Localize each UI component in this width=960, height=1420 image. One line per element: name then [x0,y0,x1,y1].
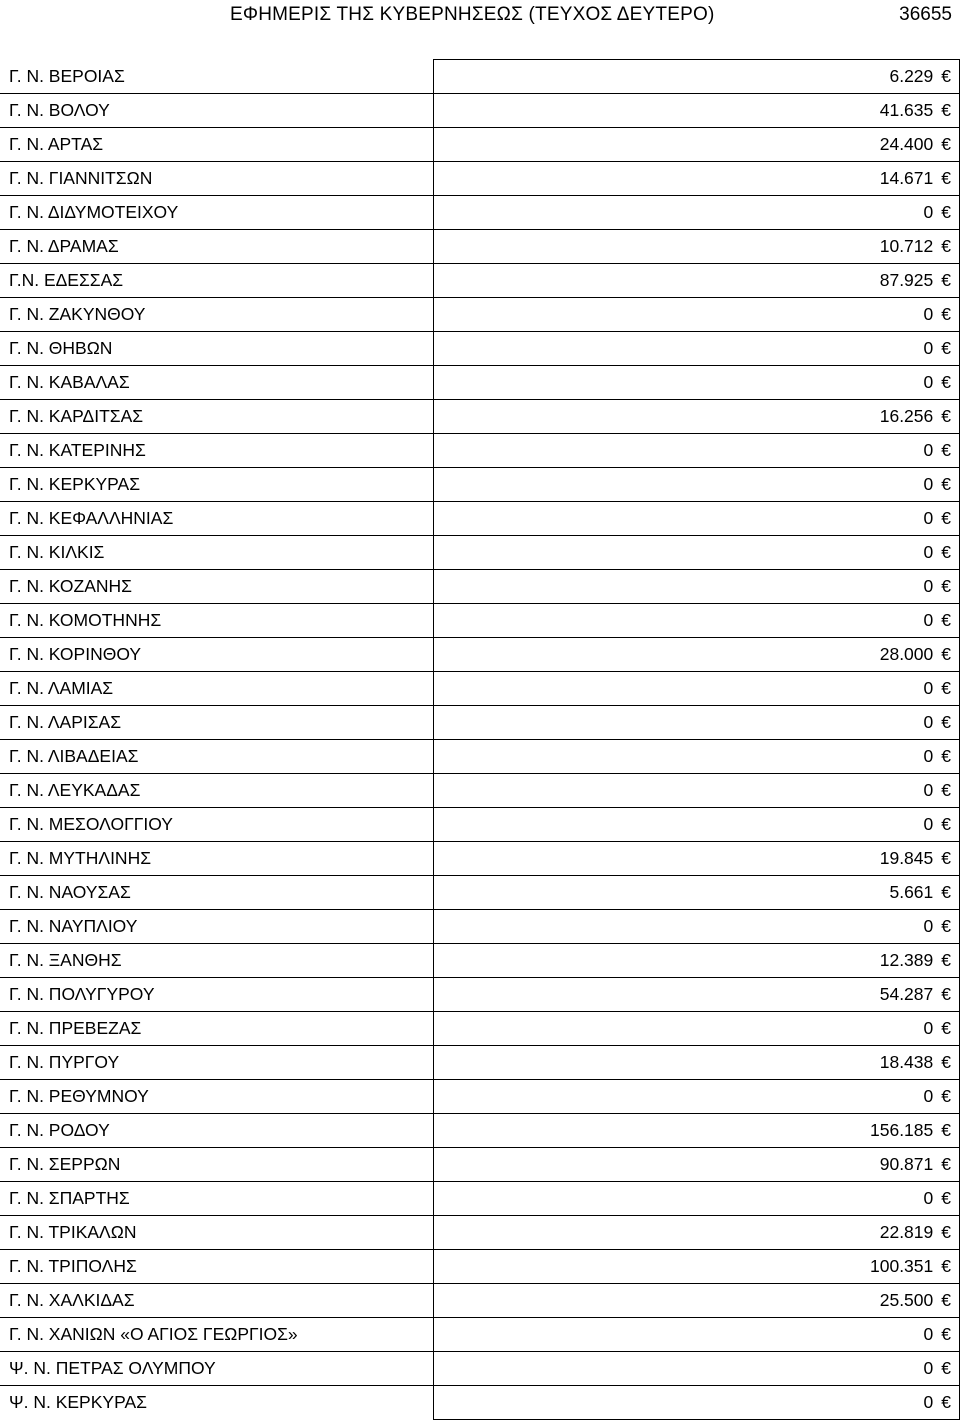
hospital-name: Γ. Ν. ΒΟΛΟΥ [0,94,434,128]
euro-symbol: € [941,270,951,290]
amount-cell [434,1080,960,1114]
amount-value: 10.712 [879,236,934,256]
amount-cell [434,672,960,706]
hospital-name: Γ. Ν. ΛΑΜΙΑΣ [0,672,434,706]
amount-cell [434,944,960,978]
amount-value: 0 [923,474,934,494]
amount-value: 0 [923,916,934,936]
amount-value: 14.671 [879,168,934,188]
gazette-title: ΕΦΗΜΕΡΙΣ ΤΗΣ ΚΥΒΕΡΝΗΣΕΩΣ (ΤΕΥΧΟΣ ΔΕΥΤΕΡΟ) [230,4,715,25]
amount-value: 22.819 [879,1222,934,1242]
amount-cell [434,638,960,672]
euro-symbol: € [941,780,951,800]
amount-cell [434,128,960,162]
table-row [0,774,960,808]
amount-cell [434,774,960,808]
amount-cell [434,264,960,298]
amount-cell [434,1386,960,1420]
table-row [0,468,960,502]
euro-symbol: € [941,712,951,732]
amount-cell [434,978,960,1012]
table-row [0,502,960,536]
table-row [0,128,960,162]
page-number: 36655 [899,4,952,25]
table-row [0,1386,960,1420]
table-row [0,672,960,706]
table-row [0,1046,960,1080]
euro-symbol: € [941,984,951,1004]
hospital-name: Γ. Ν. ΠΟΛΥΓΥΡΟΥ [0,978,434,1012]
euro-symbol: € [941,66,951,86]
hospital-name: Γ. Ν. ΝΑΟΥΣΑΣ [0,876,434,910]
euro-symbol: € [941,406,951,426]
hospital-name: Γ. Ν. ΚΕΡΚΥΡΑΣ [0,468,434,502]
amount-cell [434,60,960,94]
amount-cell [434,230,960,264]
table-row [0,944,960,978]
amount-cell [434,1284,960,1318]
table-row [0,434,960,468]
table-row [0,366,960,400]
euro-symbol: € [941,576,951,596]
hospital-name: Γ. Ν. ΜΕΣΟΛΟΓΓΙΟΥ [0,808,434,842]
amount-cell [434,1114,960,1148]
euro-symbol: € [941,202,951,222]
hospital-name: Ψ. Ν. ΠΕΤΡΑΣ ΟΛΥΜΠΟΥ [0,1352,434,1386]
amount-value: 0 [923,712,934,732]
amount-cell [434,808,960,842]
amount-cell [434,536,960,570]
hospital-name: Γ. Ν. ΔΙΔΥΜΟΤΕΙΧΟΥ [0,196,434,230]
hospital-name: Γ. Ν. ΚΑΒΑΛΑΣ [0,366,434,400]
table-row [0,1114,960,1148]
hospital-name: Γ. Ν. ΛΙΒΑΔΕΙΑΣ [0,740,434,774]
hospital-name: Γ. Ν. ΒΕΡΟΙΑΣ [9,65,125,86]
amount-value: 0 [923,542,934,562]
euro-symbol: € [941,1188,951,1208]
hospital-name: Γ. Ν. ΧΑΝΙΩΝ «Ο ΑΓΙΟΣ ΓΕΩΡΓΙΟΣ» [0,1318,434,1352]
amount-value: 87.925 [879,270,934,290]
table-row [0,298,960,332]
amount-value: 0 [923,304,934,324]
hospital-name: Γ. Ν. ΞΑΝΘΗΣ [0,944,434,978]
table-row [0,332,960,366]
euro-symbol: € [941,474,951,494]
hospital-name: Γ. Ν. ΚΟΡΙΝΘΟΥ [0,638,434,672]
hospital-name: Γ. Ν. ΚΑΤΕΡΙΝΗΣ [0,434,434,468]
amount-value: 0 [923,508,934,528]
table-row [0,400,960,434]
table-row [0,842,960,876]
table-row [0,1080,960,1114]
hospital-name: Γ. Ν. ΧΑΛΚΙΔΑΣ [0,1284,434,1318]
table-row [0,1318,960,1352]
hospital-name: Γ. Ν. ΡΟΔΟΥ [0,1114,434,1148]
table-row [0,740,960,774]
hospital-name: Γ. Ν. ΝΑΥΠΛΙΟΥ [0,910,434,944]
amount-cell [434,366,960,400]
amount-value: 19.845 [879,848,934,868]
table-row [0,604,960,638]
euro-symbol: € [941,542,951,562]
table-row [0,1012,960,1046]
amount-cell [434,570,960,604]
amount-cell [434,876,960,910]
amount-value: 0 [923,610,934,630]
table-row [0,536,960,570]
amount-cell [434,94,960,128]
table-row [0,706,960,740]
amount-value: 0 [923,746,934,766]
hospital-name: Γ. Ν. ΣΕΡΡΩΝ [0,1148,434,1182]
amount-cell [434,196,960,230]
amount-cell [434,1046,960,1080]
hospital-name: Γ. Ν. ΠΥΡΓΟΥ [0,1046,434,1080]
hospital-name: Γ. Ν. ΣΠΑΡΤΗΣ [0,1182,434,1216]
amount-value: 0 [923,1358,934,1378]
euro-symbol: € [941,1222,951,1242]
hospital-name: Γ. Ν. ΖΑΚΥΝΘΟΥ [0,298,434,332]
amount-cell [434,1012,960,1046]
amount-cell [434,162,960,196]
hospital-name: Γ. Ν. ΚΑΡΔΙΤΣΑΣ [0,400,434,434]
amount-cell [434,1148,960,1182]
hospital-name: Γ. Ν. ΑΡΤΑΣ [0,128,434,162]
hospital-name: Γ. Ν. ΚΙΛΚΙΣ [0,536,434,570]
amount-value: 90.871 [879,1154,934,1174]
euro-symbol: € [941,236,951,256]
amount-value: 24.400 [879,134,934,154]
euro-symbol: € [941,882,951,902]
euro-symbol: € [941,644,951,664]
amount-value: 18.438 [879,1052,934,1072]
euro-symbol: € [941,372,951,392]
amount-value: 0 [923,1018,934,1038]
amount-cell [434,910,960,944]
table-row [0,264,960,298]
hospital-name: Γ. Ν. ΚΟΖΑΝΗΣ [0,570,434,604]
amount-value: 0 [923,678,934,698]
hospital-name: Γ. Ν. ΠΡΕΒΕΖΑΣ [0,1012,434,1046]
amount-cell [434,842,960,876]
amount-value: 0 [923,576,934,596]
table-row [0,876,960,910]
table-row [0,1352,960,1386]
hospital-name: Γ. Ν. ΜΥΤΗΛΙΝΗΣ [0,842,434,876]
amount-value: 156.185 [870,1120,934,1140]
amount-cell [434,434,960,468]
euro-symbol: € [941,950,951,970]
hospital-name: Ψ. Ν. ΚΕΡΚΥΡΑΣ [0,1386,434,1420]
euro-symbol: € [941,1086,951,1106]
euro-symbol: € [941,1154,951,1174]
euro-symbol: € [941,916,951,936]
table-row [0,570,960,604]
hospital-name: Γ. Ν. ΛΕΥΚΑΔΑΣ [0,774,434,808]
table-row [0,638,960,672]
hospital-name: Γ. Ν. ΓΙΑΝΝΙΤΣΩΝ [0,162,434,196]
euro-symbol: € [941,1018,951,1038]
amount-value: 54.287 [879,984,934,1004]
euro-symbol: € [941,1358,951,1378]
amount-cell [434,706,960,740]
amount-cell [434,502,960,536]
amount-value: 0 [923,202,934,222]
euro-symbol: € [941,304,951,324]
amount-cell [434,400,960,434]
amount-value: 5.661 [889,882,934,902]
amount-cell [434,298,960,332]
table-row [0,978,960,1012]
table-body [0,60,960,1420]
euro-symbol: € [941,848,951,868]
table-row [0,196,960,230]
amount-value: 0 [923,780,934,800]
euro-symbol: € [941,610,951,630]
amount-value: 0 [923,1086,934,1106]
euro-symbol: € [941,1324,951,1344]
hospital-name: Γ. Ν. ΡΕΘΥΜΝΟΥ [0,1080,434,1114]
hospital-name: Γ. Ν. ΤΡΙΠΟΛΗΣ [0,1250,434,1284]
euro-symbol: € [941,440,951,460]
amount-cell [434,1318,960,1352]
hospital-name: Γ. Ν. ΚΟΜΟΤΗΝΗΣ [0,604,434,638]
euro-symbol: € [941,338,951,358]
euro-symbol: € [941,508,951,528]
table-row [0,1216,960,1250]
amount-value: 0 [923,1188,934,1208]
amount-cell [434,604,960,638]
amount-cell [434,1250,960,1284]
euro-symbol: € [941,100,951,120]
hospital-name: Γ.Ν. ΕΔΕΣΣΑΣ [0,264,434,298]
table-row [0,1250,960,1284]
hospital-name: Γ. Ν. ΘΗΒΩΝ [0,332,434,366]
euro-symbol: € [941,134,951,154]
hospital-name: Γ. Ν. ΤΡΙΚΑΛΩΝ [0,1216,434,1250]
amount-value: 100.351 [870,1256,934,1276]
table-row [0,94,960,128]
amount-value: 0 [923,814,934,834]
euro-symbol: € [941,1256,951,1276]
amount-cell [434,468,960,502]
amount-cell [434,332,960,366]
amount-value: 0 [923,1324,934,1344]
euro-symbol: € [941,1052,951,1072]
amount-value: 12.389 [879,950,934,970]
euro-symbol: € [941,814,951,834]
amount-cell [434,1352,960,1386]
euro-symbol: € [941,1120,951,1140]
amount-value: 6.229 [889,66,934,86]
euro-symbol: € [941,746,951,766]
amount-value: 28.000 [879,644,934,664]
euro-symbol: € [941,678,951,698]
amount-value: 0 [923,440,934,460]
amount-value: 41.635 [879,100,934,120]
table-row [0,162,960,196]
euro-symbol: € [941,1392,951,1412]
hospital-name: Γ. Ν. ΛΑΡΙΣΑΣ [0,706,434,740]
hospital-name: Γ. Ν. ΚΕΦΑΛΛΗΝΙΑΣ [0,502,434,536]
table-row [0,1148,960,1182]
amount-value: 16.256 [879,406,934,426]
table-row [0,910,960,944]
amount-cell [434,1182,960,1216]
hospital-amounts-table [0,59,960,1420]
euro-symbol: € [941,168,951,188]
amount-cell [434,740,960,774]
table-row [0,230,960,264]
amount-value: 0 [923,338,934,358]
table-row [0,1182,960,1216]
hospital-name: Γ. Ν. ΔΡΑΜΑΣ [0,230,434,264]
page-header [0,0,960,40]
amount-value: 25.500 [879,1290,934,1310]
amount-cell [434,1216,960,1250]
amount-value: 0 [923,1392,934,1412]
table-row [0,808,960,842]
euro-symbol: € [941,1290,951,1310]
amount-value: 0 [923,372,934,392]
table-row [0,1284,960,1318]
table-row [0,60,960,94]
